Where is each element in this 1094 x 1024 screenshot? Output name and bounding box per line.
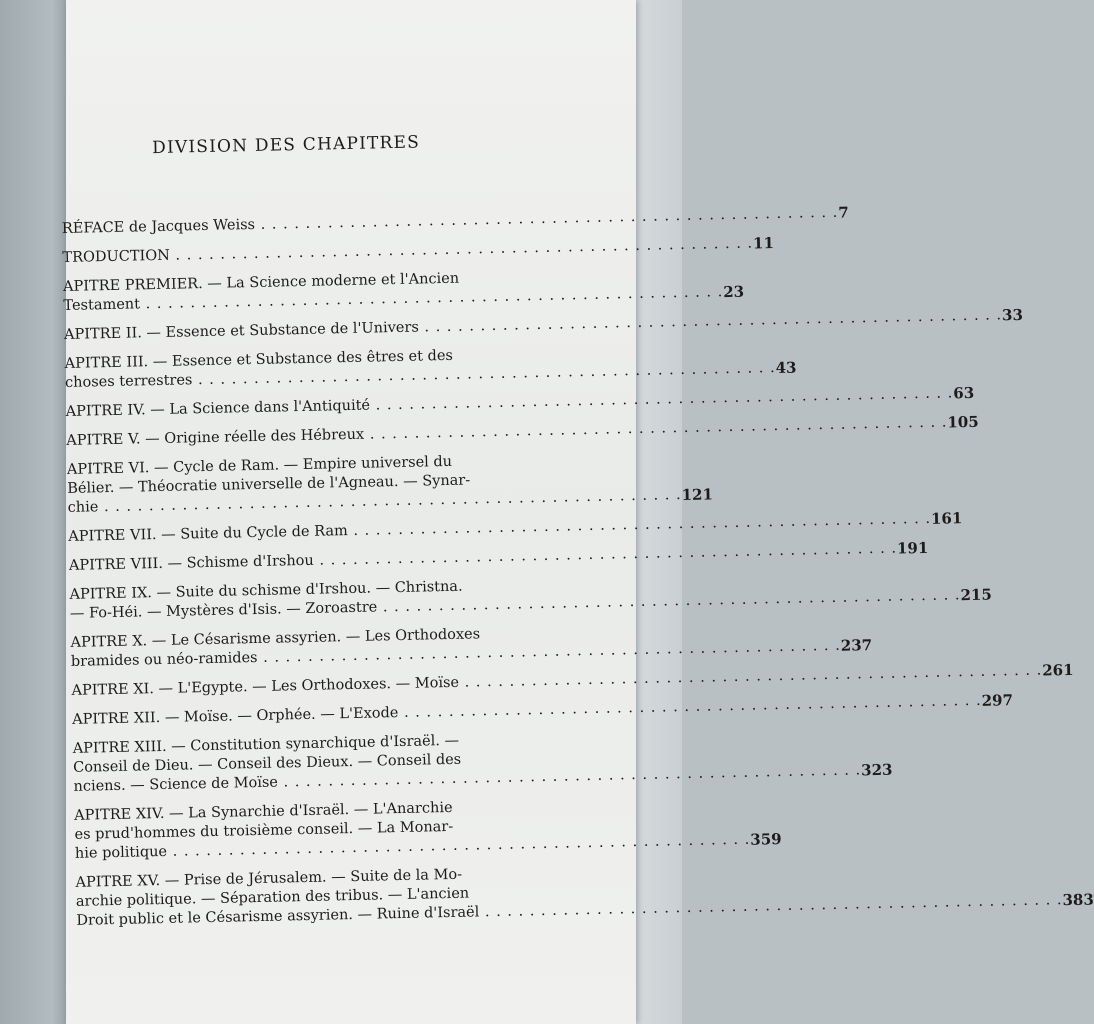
toc-page-number: 359: [750, 830, 782, 849]
book-page: [61, 0, 1094, 1024]
toc-page-number: 161: [930, 509, 963, 528]
toc-entry-line: bramides ou néo-ramides . . .: [71, 637, 841, 672]
toc-entry: [75, 863, 1094, 931]
toc-entry: [69, 575, 992, 624]
toc-entry-line: — Fo-Héi. — Mystères d'Isis. — Zoroastre . . .: [70, 586, 961, 624]
toc-entry: [61, 203, 849, 239]
toc-entry-line: Bélier. — Théocratie universelle de l'Agneau. — Synar-: [67, 472, 471, 497]
toc-page-number: 237: [840, 636, 873, 655]
toc-entry-line: nciens. — Science de Moïse . . .: [73, 761, 861, 796]
toc-entry-title: [70, 618, 841, 672]
toc-entry: [73, 796, 782, 864]
toc-entry-line: APITRE V. — Origine réelle des Hébreux . . .: [66, 413, 947, 450]
toc-entry: [70, 623, 873, 672]
toc-entry-title: [67, 448, 682, 518]
toc-entry-title: [73, 723, 862, 796]
toc-entry-line: hie politique . . .: [75, 831, 751, 864]
toc-entry-line: Testament . . .: [63, 283, 723, 316]
toc-entry-title: [62, 204, 839, 239]
toc-page-number: 121: [681, 485, 714, 505]
toc-entry: [71, 691, 1014, 730]
table-of-contents: [60, 129, 1094, 941]
toc-entry-line: es prud'hommes du troisième conseil. — La Monar-: [74, 818, 454, 843]
toc-entry-line: APITRE XI. — L'Egypte. — Les Orthodoxes. — Moïse . . .: [71, 662, 1042, 701]
toc-entry-line: APITRE XIII. — Constitution synarchique d'Israël. —: [72, 732, 460, 757]
toc-entry: [66, 412, 979, 451]
toc-entry-line: APITRE PREMIER. — La Science moderne et l'Ancien: [62, 270, 460, 295]
toc-entry: [62, 234, 775, 268]
page-title: DIVISION DES CHAPITRES: [151, 132, 421, 159]
toc-entry-line: chie . . .: [68, 486, 682, 518]
toc-page-number: 261: [1042, 660, 1074, 680]
toc-entry-title: [69, 567, 960, 624]
toc-entry: [66, 450, 714, 518]
toc-entry-line: APITRE VI. — Cycle de Ram. — Empire universel du: [66, 453, 453, 478]
toc-entry-line: Droit public et le Césarisme assyrien. — Ruine d'Israël . . .: [76, 891, 1063, 931]
toc-entry-line: APITRE VIII. — Schisme d'Irshou . . .: [69, 540, 897, 576]
toc-page-number: 7: [838, 203, 849, 222]
toc-entry-line: Conseil de Dieu. — Conseil des Dieux. — Conseil des: [72, 751, 462, 776]
toc-entry-line: APITRE XIV. — La Synarchie d'Israël. — L'Anarchie: [73, 799, 453, 824]
toc-entry-line: APITRE VII. — Suite du Cycle de Ram . . .: [68, 510, 931, 547]
toc-entry: [62, 267, 745, 316]
toc-entry: [72, 729, 893, 797]
toc-entry: [68, 509, 963, 547]
toc-list: [61, 203, 1094, 931]
toc-page-number: 23: [723, 282, 745, 302]
toc-page-number: 105: [947, 412, 979, 432]
toc-entry-line: APITRE IV. — La Science dans l'Antiquité . . .: [66, 384, 954, 422]
toc-entry: [64, 344, 797, 393]
toc-entry-line: APITRE XII. — Moïse. — Orphée. — L'Exode . . .: [72, 692, 982, 730]
toc-entry-line: APITRE IX. — Suite du schisme d'Irshou. — Christna.: [69, 578, 463, 603]
toc-entry-line: archie politique. — Séparation des tribus. — L'ancien: [75, 885, 470, 910]
toc-page-number: 215: [960, 585, 992, 605]
toc-page-number: 33: [1001, 305, 1024, 325]
toc-page-number: 191: [896, 538, 929, 558]
toc-entry-line: choses terrestres . . .: [65, 359, 776, 393]
toc-entry-line: APITRE X. — Le Césarisme assyrien. — Les Orthodoxes: [70, 626, 481, 651]
toc-entry: [68, 538, 929, 576]
toc-entry-line: APITRE II. — Essence et Substance de l'Univers . . .: [64, 306, 1002, 345]
toc-page-number: 383: [1062, 890, 1094, 910]
toc-page-number: 63: [953, 383, 975, 403]
toc-entry-line: RÉFACE de Jacques Weiss . . .: [62, 204, 839, 239]
toc-entry-title: [75, 853, 1062, 931]
toc-entry-title: [63, 264, 724, 316]
toc-entry-line: TRODUCTION . . .: [62, 235, 753, 268]
toc-page-number: 11: [752, 234, 775, 253]
toc-entry-line: APITRE XV. — Prise de Jérusalem. — Suite de la Mo-: [75, 866, 463, 891]
toc-entry: [65, 383, 975, 422]
toc-page-number: 323: [860, 760, 893, 780]
toc-entry-line: APITRE III. — Essence et Substance des êtres et des: [64, 347, 454, 372]
toc-page-number: 43: [775, 358, 797, 378]
toc-page-number: 297: [981, 691, 1014, 710]
